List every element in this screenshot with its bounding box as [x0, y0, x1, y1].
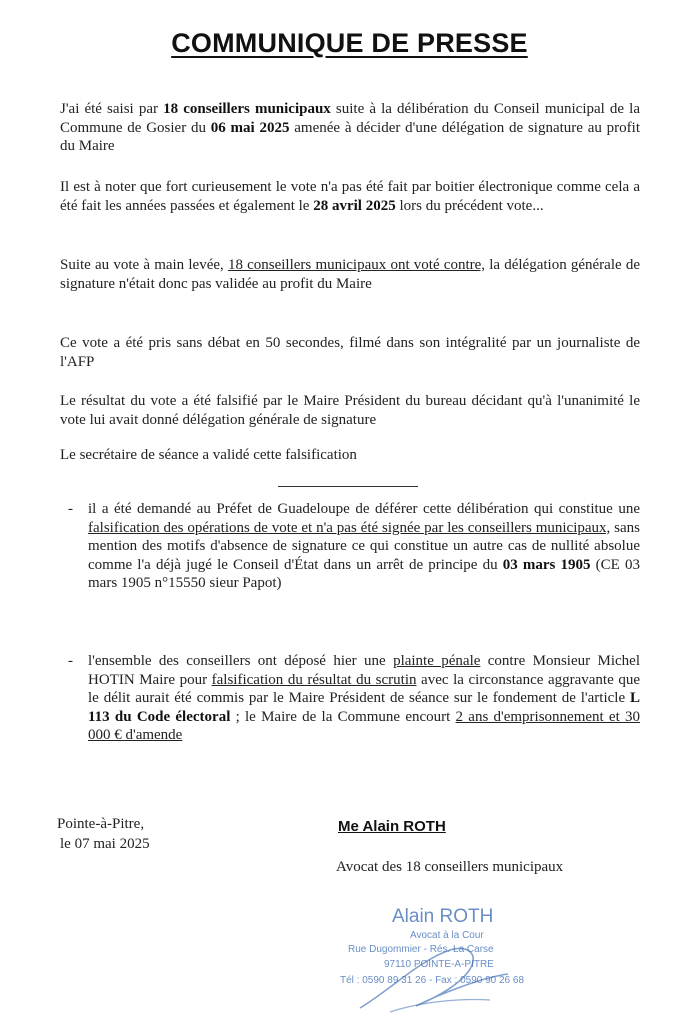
signer-name: Me Alain ROTH	[338, 818, 446, 835]
text: Suite au vote à main levée,	[60, 257, 228, 273]
text: la délégation générale de signature n'était donc pas validée au profit du Maire	[60, 257, 641, 292]
text: ; le Maire de la Commune encourt	[230, 708, 456, 725]
text: suite à la délibération du Conseil municipal de la Commune de Gosier du	[60, 101, 640, 136]
stamp-line: Tél : 0590 89 31 26 - Fax : 0590 90 26 68	[340, 975, 525, 986]
underlined-text: falsification du résultat du scrutin	[211, 671, 417, 688]
signer-role: Avocat des 18 conseillers municipaux	[336, 859, 564, 875]
bold-text: 18 conseillers municipaux	[163, 101, 331, 117]
paragraph-falsification	[60, 392, 640, 429]
signature-stroke	[390, 1000, 490, 1013]
bold-text: L 113 du Code électoral	[88, 690, 640, 725]
bold-date: 06 mai 2025	[210, 119, 290, 136]
text: Il est à noter que fort curieusement le vote n'a pas été fait par boitier électronique comme cela a été fait les années passées et également le	[60, 179, 640, 214]
paragraph-vote-duration	[60, 334, 640, 371]
paragraph-secretary	[60, 446, 640, 465]
text: avec la circonstance aggravante que le délit aurait été commis par le Maire Président de séance sur le fondement de l'article	[88, 671, 640, 706]
stamp-line: Avocat à la Cour	[410, 930, 484, 941]
underlined-text: 18 conseillers municipaux ont voté contre,	[227, 257, 486, 273]
stamp-line: Rue Dugommier - Rés. La Carse	[348, 944, 494, 955]
bullet-dash: -	[68, 653, 73, 669]
text: Ce vote a été pris sans débat en 50 secondes, filmé dans son intégralité par un journaliste de l'AFP	[60, 335, 640, 370]
paragraph-vote-result	[60, 256, 640, 293]
lawyer-stamp	[330, 890, 570, 1020]
page-title: COMMUNIQUE DE PRESSE	[171, 28, 528, 58]
bullet-complaint	[68, 652, 640, 745]
paragraph-vote-method	[60, 178, 640, 215]
place-date	[57, 814, 150, 854]
text: lors du précédent vote...	[395, 197, 544, 214]
text: Le résultat du vote a été falsifié par le Maire Président du bureau décidant qu'à l'unanimité le vote lui avait donné délégation générale de signature	[60, 393, 640, 428]
underlined-text: plainte pénale	[393, 653, 481, 669]
stamp-line: 97110 POINTE-A-PITRE	[384, 959, 494, 970]
divider	[278, 486, 418, 487]
text: (CE 03 mars 1905 n°15550 sieur Papot)	[88, 556, 640, 591]
text: sans mention des motifs d'absence de signature ce qui constitue un autre cas de nullité absolue comme l'a déjà jugé le Conseil d'État dans un arrêt de principe du	[88, 519, 640, 573]
underlined-text: 2 ans d'emprisonnement et 30 000 € d'amende	[88, 708, 640, 743]
text: Le secrétaire de séance a validé cette falsification	[60, 447, 357, 463]
underlined-text: falsification des opérations de vote et n'a pas été signée par les conseillers municipaux,	[88, 519, 611, 536]
text: l'ensemble des conseillers ont déposé hier une	[88, 653, 394, 669]
stamp-name: Alain ROTH	[392, 906, 494, 927]
place-line: Pointe-à-Pitre,	[57, 816, 145, 832]
paragraph-referral	[60, 100, 640, 156]
text: il a été demandé au Préfet de Guadeloupe de déférer cette délibération qui constitue une	[88, 501, 640, 517]
bullet-prefet	[68, 500, 640, 593]
bullet-dash: -	[68, 501, 73, 517]
text: amenée à décider d'une délégation de signature au profit du Maire	[60, 119, 640, 154]
bold-date: 28 avril 2025	[313, 197, 396, 214]
date-line: le 07 mai 2025	[60, 836, 150, 852]
text: contre Monsieur Michel HOTIN Maire pour	[88, 653, 640, 688]
text: J'ai été saisi par	[60, 101, 164, 117]
bold-date: 03 mars 1905	[502, 556, 591, 573]
